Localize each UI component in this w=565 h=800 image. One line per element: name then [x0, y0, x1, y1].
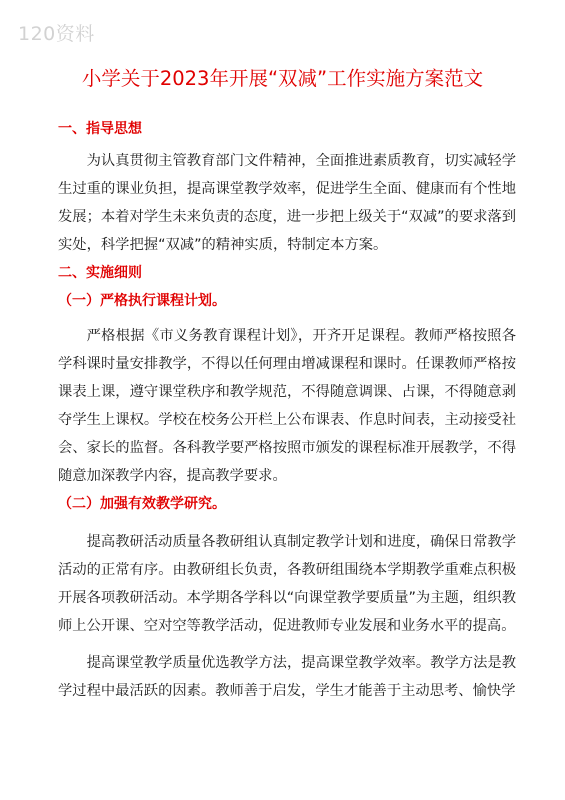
paragraph-sub2-1: 提高教研活动质量各教研组认真制定教学计划和进度，确保日常教学活动的正常有序。由教研组长负责，各教研组围绕本学期教学重难点积极开展各项教研活动。本学期各学科以“向课堂教学要质量”为主题，组织教师上公开课、空对空等教学活动，促进教师专业发展和业务水平的提高。 [58, 534, 517, 634]
section-heading-details: 二、实施细则 [58, 265, 142, 281]
subsection-heading-2: （二）加强有效教学研究。 [58, 496, 226, 512]
subsection-heading-1: （一）严格执行课程计划。 [58, 293, 226, 309]
watermark: 120资料 [18, 23, 95, 45]
paragraph-sub2-2: 提高课堂教学质量优选教学方法，提高课堂教学效率。教学方法是教学过程中最活跃的因素。教师善于启发，学生才能善于主动思考、愉快学 [58, 655, 516, 699]
page-title: 小学关于2023年开展“双减”工作实施方案范文 [81, 67, 484, 90]
paragraph-guiding: 为认真贯彻主管教育部门文件精神，全面推进素质教育，切实减轻学生过重的课业负担，提高课堂教学效率，促进学生全面、健康而有个性地发展；本着对学生未来负责的态度，进一步把上级关于“双减”的要求落到实处，科学把握“双减”的精神实质，特制定本方案。 [58, 153, 517, 253]
paragraph-sub1: 严格根据《市义务教育课程计划》，开齐开足课程。教师严格按照各学科课时量安排教学，不得以任何理由增减课程和课时。任课教师严格按课表上课，遵守课堂秩序和教学规范，不得随意调课、占课，不得随意剥夺学生上课权。学校在校务公开栏上公布课表、作息时间表，主动接受社会、家长的监督。各科教学要严格按照市颁发的课程标准开展教学，不得随意加深教学内容，提高教学要求。 [58, 328, 516, 484]
document-body [58, 115, 516, 705]
section-heading-guiding: 一、指导思想 [58, 121, 142, 137]
